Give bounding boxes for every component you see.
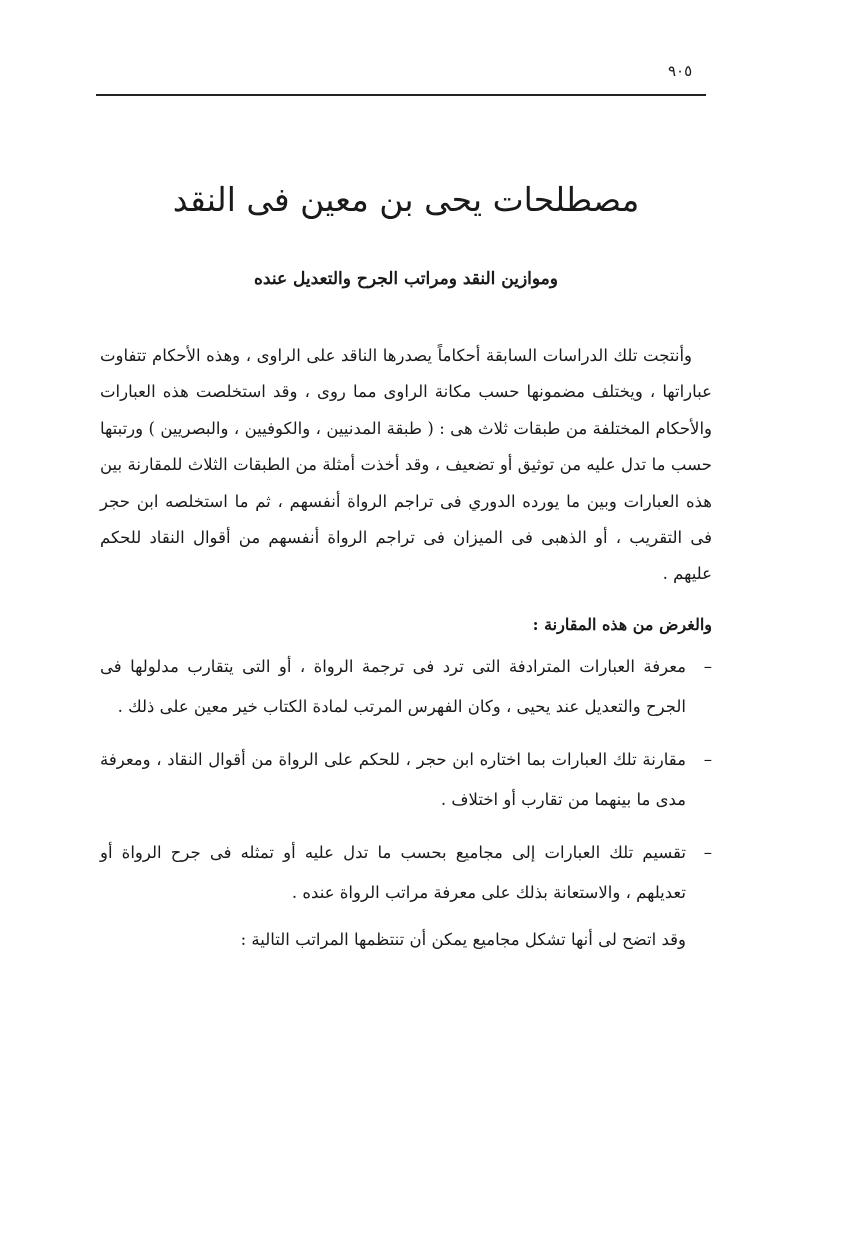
- purpose-heading: والغرض من هذه المقارنة :: [532, 614, 712, 634]
- list-dash: –: [703, 749, 712, 769]
- closing-sentence: وقد اتضح لى أنها تشكل مجاميع يمكن أن تنتظمها المراتب التالية :: [240, 929, 686, 949]
- page-number: ٩٠٥: [668, 62, 693, 80]
- purpose-item-text: مقارنة تلك العبارات بما اختاره ابن حجر ، للحكم على الرواة من أقوال النقاد ، ومعرفة مدى ما بينهما من تقارب أو اختلاف .: [100, 749, 686, 810]
- header-rule: [96, 94, 706, 96]
- purpose-item: [100, 833, 712, 914]
- intro-paragraph: وأنتجت تلك الدراسات السابقة أحكاماً يصدرها الناقد على الراوى ، وهذه الأحكام تتفاوت عباراتها ، ويختلف مضمونها حسب مكانة الراوى مما روى ، وقد استخلصت هذه العبارات والأحكام المختلفة من طبقات ثلاث هى : ( طبقة المدنيين ، والكوفيين ، والبصريين ) ورتبتها حسب ما تدل عليه من توثيق أو تضعيف ، وقد أخذت أمثلة من الطبقات الثلاث للمقارنة بين هذه العبارات وبين ما يورده الدوري فى تراجم الرواة أنفسهم ، ثم ما استخلصه ابن حجر فى التقريب ، أو الذهبى فى الميزان فى تراجم الرواة أنفسهم من أقوال النقاد للحكم عليهم .: [100, 346, 712, 584]
- chapter-title: مصطلحات يحى بن معين فى النقد: [172, 180, 640, 219]
- purpose-item: [100, 647, 712, 728]
- list-dash: –: [703, 842, 712, 862]
- page-body: [100, 160, 712, 958]
- list-dash: –: [703, 656, 712, 676]
- purpose-item-text: معرفة العبارات المترادفة التى ترد فى ترجمة الرواة ، أو التى يتقارب مدلولها فى الجرح والتعديل عند يحيى ، وكان الفهرس المرتب لمادة الكتاب خير معين على ذلك .: [100, 656, 686, 717]
- purpose-item-text: تقسيم تلك العبارات إلى مجاميع بحسب ما تدل عليه أو تمثله فى جرح الرواة أو تعديلهم ، والاستعانة بذلك على معرفة مراتب الرواة عنده .: [100, 842, 686, 903]
- purpose-item: [100, 740, 712, 821]
- chapter-subtitle: وموازين النقد ومراتب الجرح والتعديل عنده: [254, 269, 558, 289]
- purpose-list: [100, 647, 712, 914]
